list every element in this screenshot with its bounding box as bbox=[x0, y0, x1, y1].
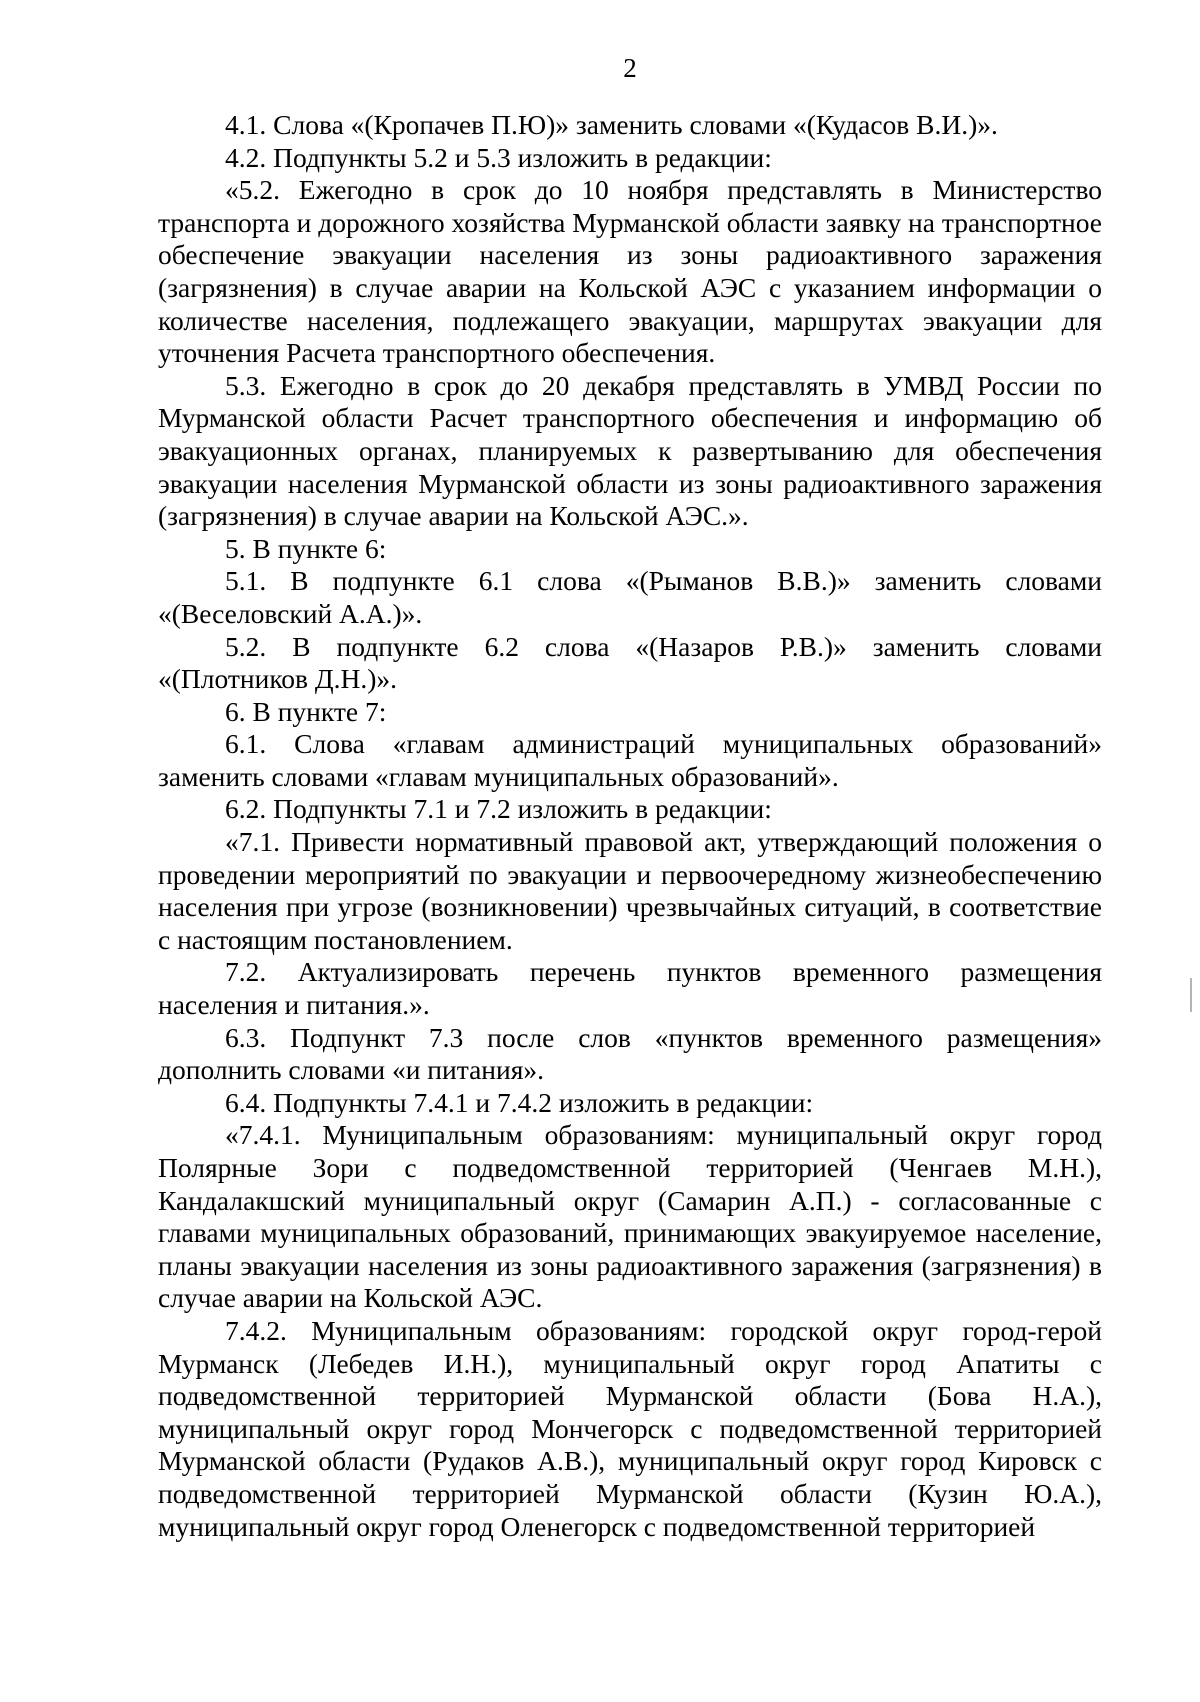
paragraph-4-1: 4.1. Слова «(Кропачев П.Ю)» заменить словами «(Кудасов В.И.)». bbox=[225, 109, 998, 140]
paragraph-7-4-1-quote: «7.4.1. Муниципальным образованиям: муниципальный округ город Полярные Зори с подведомственной территорией (Ченгаев М.Н.), Кандалакшский муниципальный округ (Самарин А.П.) - согласованные с главами муниципальных образований, принимающих эвакуируемое население, планы эвакуации населения из зоны радиоактивного заражения (загрязнения) в случае аварии на Кольской АЭС. bbox=[158, 1119, 1102, 1314]
paragraph-5-2-quote: «5.2. Ежегодно в срок до 10 ноября представлять в Министерство транспорта и дорожного хозяйства Мурманской области заявку на транспортное обеспечение эвакуации населения из зоны радиоактивного заражения (загрязнения) в случае аварии на Кольской АЭС с указанием информации о количестве населения, подлежащего эвакуации, маршрутах эвакуации для уточнения Расчета транспортного обеспечения. bbox=[158, 174, 1102, 369]
paragraph-6-4: 6.4. Подпункты 7.4.1 и 7.4.2 изложить в редакции: bbox=[225, 1086, 814, 1118]
paragraph-6-3: 6.3. Подпункт 7.3 после слов «пунктов временного размещения» дополнить словами «и питания». bbox=[158, 1021, 1102, 1086]
paragraph-5: 5. В пункте 6: bbox=[225, 532, 387, 564]
paragraph-7-1-quote: «7.1. Привести нормативный правовой акт, утверждающий положения о проведении мероприятий по эвакуации и первоочередному жизнеобеспечению населения при угрозе (возникновении) чрезвычайных ситуаций, в соответствие с настоящим постановлением. bbox=[158, 826, 1102, 955]
paragraph-7-4-2: 7.4.2. Муниципальным образованиям: городской округ город-герой Мурманск (Лебедев И.Н.), муниципальный округ город Апатиты с подведомственной территорией Мурманской области (Бова Н.А.), муниципальный округ город Мончегорск с подведомственной территорией Мурманской области (Рудаков А.В.), муниципальный округ город Кировск с подведомственной территорией Мурманской области (Кузин Ю.А.), муниципальный округ город Оленегорск с подведомственной территорией bbox=[158, 1314, 1102, 1542]
paragraph-5-3: 5.3. Ежегодно в срок до 20 декабря представлять в УМВД России по Мурманской области Расчет транспортного обеспечения и информацию об эвакуационных органах, планируемых к развертыванию для обеспечения эвакуации населения Мурманской области из зоны радиоактивного заражения (загрязнения) в случае аварии на Кольской АЭС.». bbox=[158, 369, 1102, 532]
document-body bbox=[158, 109, 1102, 1543]
paragraph-7-2: 7.2. Актуализировать перечень пунктов временного размещения населения и питания.». bbox=[158, 956, 1102, 1021]
page-number: 2 bbox=[623, 53, 637, 83]
paragraph-5-2: 5.2. В подпункте 6.2 слова «(Назаров Р.В.)» заменить словами «(Плотников Д.Н.)». bbox=[158, 630, 1102, 695]
paragraph-6-1: 6.1. Слова «главам администраций муниципальных образований» заменить словами «главам муниципальных образований». bbox=[158, 728, 1102, 792]
scan-artifact-line bbox=[1190, 978, 1192, 1012]
paragraph-4-2: 4.2. Подпункты 5.2 и 5.3 изложить в редакции: bbox=[225, 141, 772, 173]
paragraph-6-2: 6.2. Подпункты 7.1 и 7.2 изложить в редакции: bbox=[225, 793, 772, 825]
paragraph-6: 6. В пункте 7: bbox=[225, 695, 387, 727]
paragraph-5-1: 5.1. В подпункте 6.1 слова «(Рыманов В.В.)» заменить словами «(Веселовский А.А.)». bbox=[158, 565, 1102, 629]
